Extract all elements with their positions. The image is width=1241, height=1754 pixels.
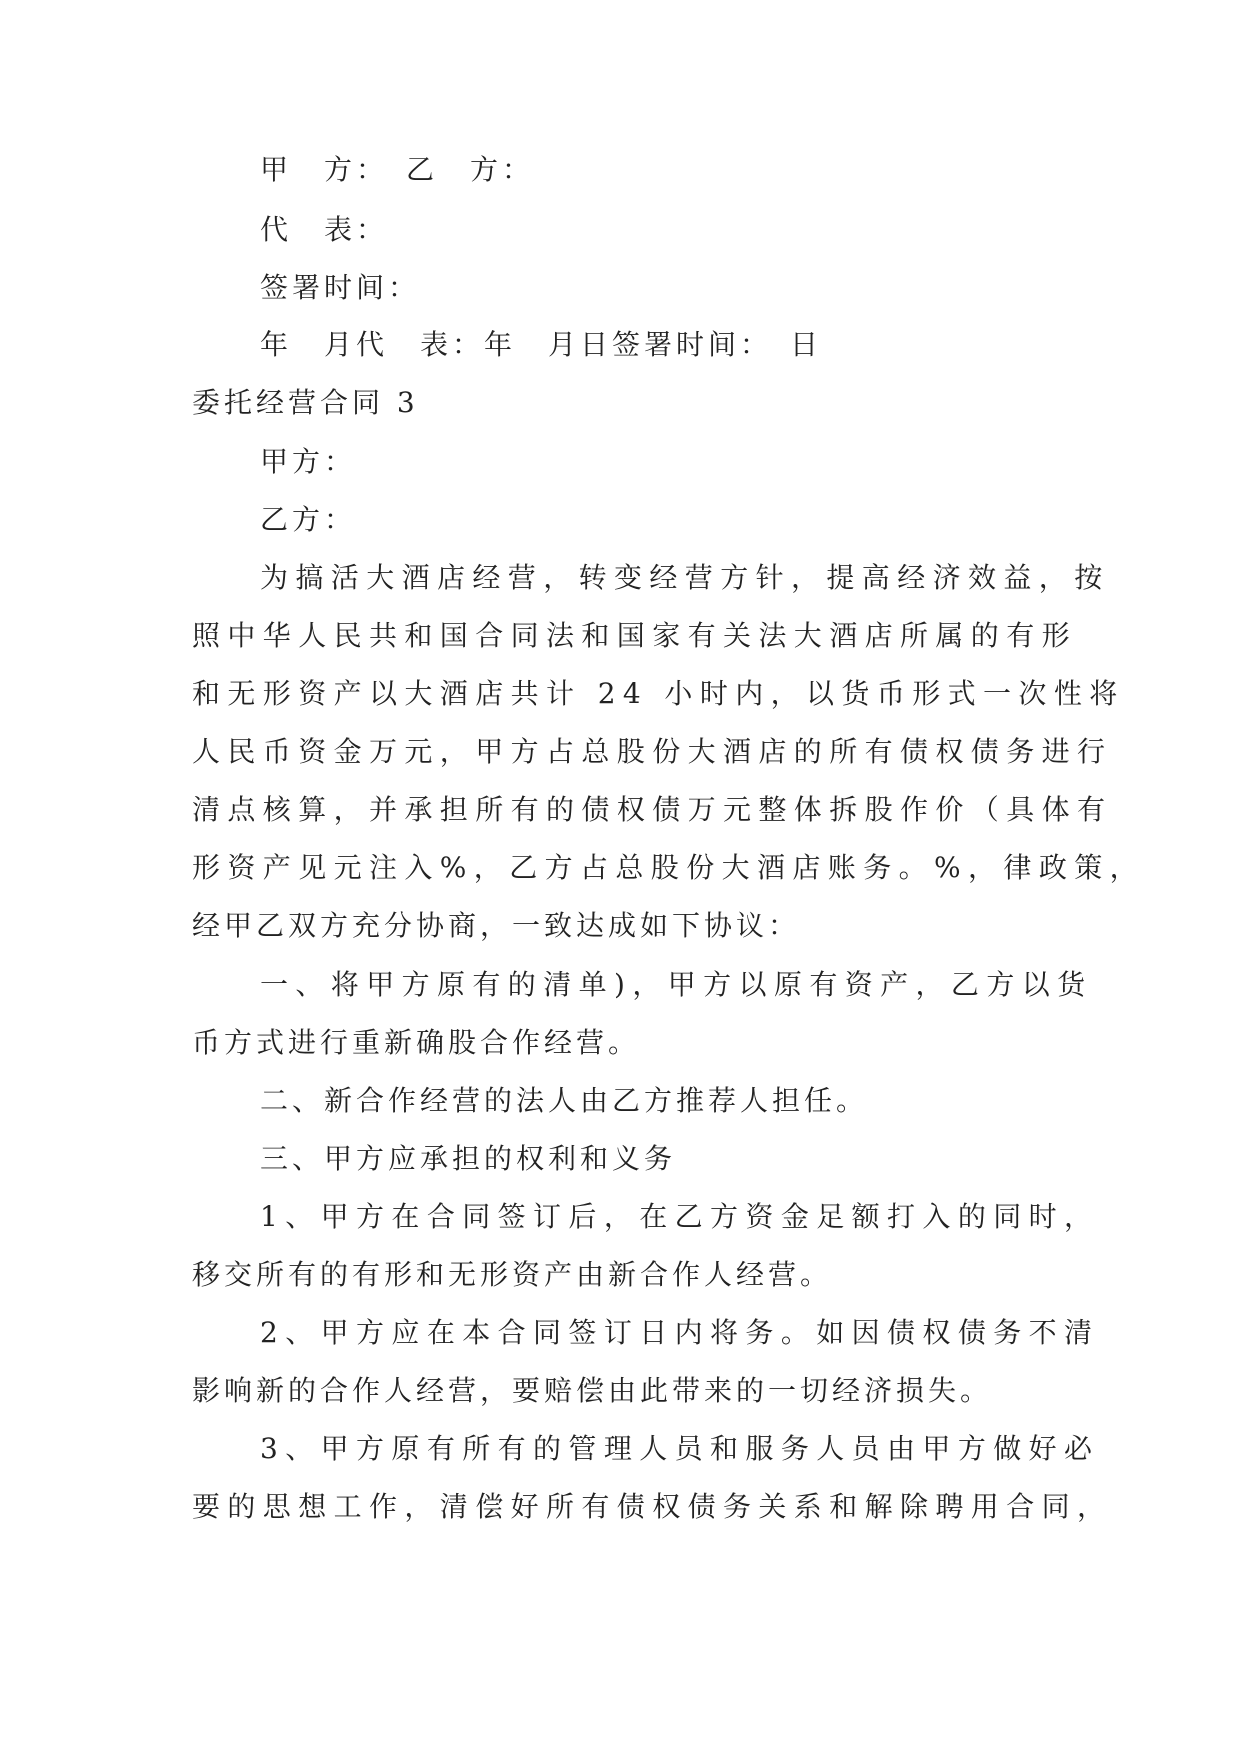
signature-representative: 代 表： <box>260 213 389 246</box>
preamble-line: 照中华人民共和国合同法和国家有关法大酒店所属的有形 <box>192 619 1078 652</box>
item-1-line: 1、甲方在合同签订后，在乙方资金足额打入的同时， <box>260 1200 1100 1233</box>
signature-parties: 甲 方： 乙 方： <box>260 153 535 186</box>
item-3-line: 要的思想工作，清偿好所有债权债务关系和解除聘用合同， <box>192 1490 1113 1523</box>
clause-3-heading: 三、甲方应承担的权利和义务 <box>260 1142 677 1175</box>
item-2-line: 2、甲方应在本合同签订日内将务。如因债权债务不清 <box>260 1316 1100 1349</box>
signature-time: 签署时间： <box>260 271 421 304</box>
preamble-line: 经甲乙双方充分协商，一致达成如下协议： <box>192 909 801 942</box>
clause-1-line: 一、将甲方原有的清单)，甲方以原有资产，乙方以货 <box>260 968 1093 1001</box>
preamble-line: 和无形资产以大酒店共计 24 小时内，以货币形式一次性将 <box>192 677 1125 710</box>
preamble-line: 为搞活大酒店经营，转变经营方针，提高经济效益，按 <box>260 561 1110 594</box>
party-a-label: 甲方： <box>260 445 357 478</box>
preamble-line: 人民币资金万元，甲方占总股份大酒店的所有债权债务进行 <box>192 735 1113 768</box>
signature-date-line: 年 月代 表：年 月日签署时间： 日 <box>260 328 823 361</box>
clause-2: 二、新合作经营的法人由乙方推荐人担任。 <box>260 1084 869 1117</box>
preamble-line: 清点核算，并承担所有的债权债万元整体拆股作价（具体有 <box>192 793 1113 826</box>
item-1-line: 移交所有的有形和无形资产由新合作人经营。 <box>192 1258 833 1291</box>
clause-1-line: 币方式进行重新确股合作经营。 <box>192 1026 641 1059</box>
party-b-label: 乙方： <box>260 503 357 536</box>
item-2-line: 影响新的合作人经营，要赔偿由此带来的一切经济损失。 <box>192 1374 993 1407</box>
preamble-line: 形资产见元注入%，乙方占总股份大酒店账务。%，律政策， <box>192 851 1146 884</box>
section-title: 委托经营合同 3 <box>192 386 419 419</box>
item-3-line: 3、甲方原有所有的管理人员和服务人员由甲方做好必 <box>260 1432 1100 1465</box>
